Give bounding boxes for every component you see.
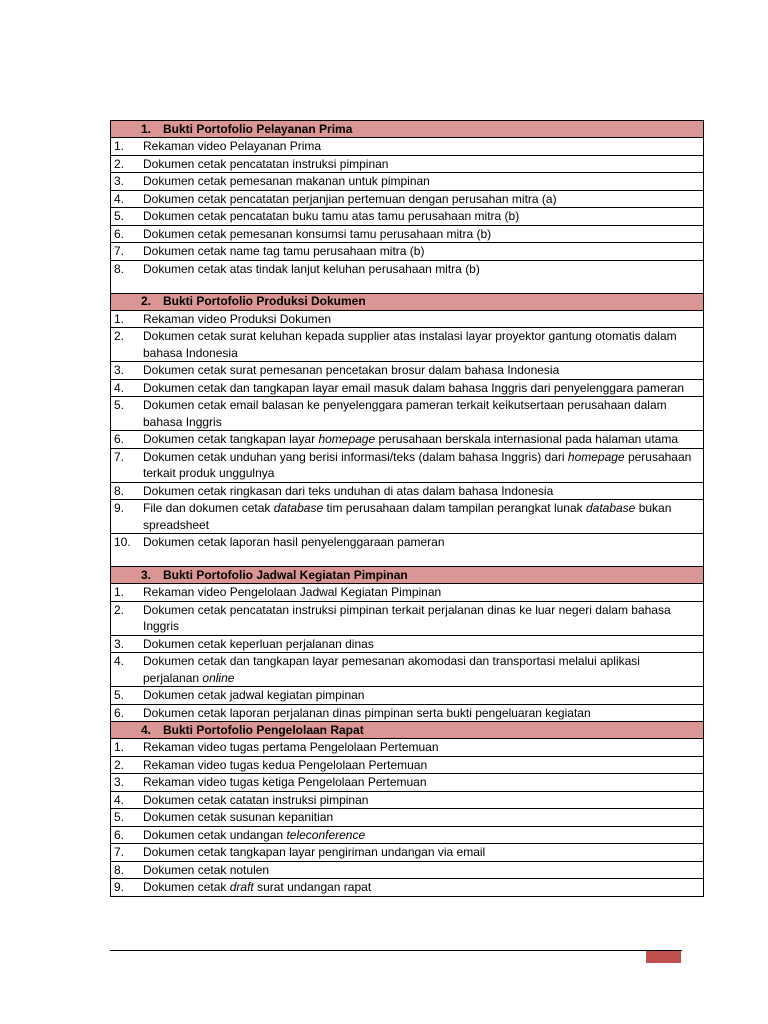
item-number: 8.	[114, 862, 125, 877]
item-number: 7.	[114, 845, 125, 859]
item-text: Rekaman video Produksi Dokumen	[143, 311, 332, 326]
item-text: Dokumen cetak catatan instruksi pimpinan	[143, 792, 369, 807]
item-number: 5.	[114, 209, 125, 223]
table-row	[111, 792, 703, 810]
item-text: Dokumen cetak pemesanan konsumsi tamu perusahaan mitra (b)	[143, 226, 492, 241]
item-number: 10.	[114, 535, 131, 549]
section-header	[111, 567, 703, 584]
table-row	[111, 431, 703, 449]
table-row	[111, 879, 703, 896]
section-header	[111, 294, 703, 311]
item-number: 3.	[114, 636, 125, 651]
item-text: Dokumen cetak surat pemesanan pencetakan brosur dalam bahasa Indonesia	[143, 363, 560, 377]
item-number: 1.	[114, 585, 125, 599]
table-row	[111, 602, 703, 636]
item-number: 9.	[114, 501, 125, 515]
item-number: 6.	[114, 705, 125, 720]
table-row	[111, 173, 703, 191]
item-text: Dokumen cetak tangkapan layar homepage perusahaan berskala internasional pada halaman utama	[143, 432, 679, 446]
item-number: 4.	[114, 380, 125, 395]
table-row	[111, 774, 703, 792]
item-number: 6.	[114, 827, 125, 842]
item-number: 9.	[114, 880, 125, 894]
table-row	[111, 636, 703, 654]
table-row	[111, 687, 703, 705]
item-number: 4.	[114, 654, 125, 668]
item-text: Dokumen cetak pencatatan instruksi pimpinan	[143, 156, 389, 171]
footer-divider	[110, 950, 682, 951]
item-number: 1.	[114, 139, 125, 153]
item-number: 6.	[114, 226, 125, 241]
section-header	[111, 121, 703, 138]
table-row	[111, 226, 703, 244]
item-text: Rekaman video tugas kedua Pengelolaan Pertemuan	[143, 757, 428, 772]
item-text: Dokumen cetak susunan kepanitian	[143, 810, 334, 824]
section-header	[111, 722, 703, 739]
item-text: Rekaman video tugas pertama Pengelolaan Pertemuan	[143, 740, 439, 754]
item-text: Dokumen cetak unduhan yang berisi informasi/teks (dalam bahasa Inggris) dari homepage perusahaan terkait produk unggulnya	[143, 449, 692, 480]
item-text: Dokumen cetak pemesanan makanan untuk pimpinan	[143, 174, 430, 188]
item-text: Dokumen cetak dan tangkapan layar email masuk dalam bahasa Inggris dari penyelenggara pameran	[143, 380, 684, 395]
table-row	[111, 380, 703, 398]
table-row	[111, 827, 703, 845]
section-number: 3.	[141, 567, 152, 582]
section-number: 2.	[141, 294, 152, 309]
item-text: Dokumen cetak ringkasan dari teks unduhan di atas dalam bahasa Indonesia	[143, 483, 554, 498]
item-text: Rekaman video Pelayanan Prima	[143, 139, 322, 153]
item-text: Dokumen cetak name tag tamu perusahaan mitra (b)	[143, 244, 425, 258]
table-row	[111, 584, 703, 602]
item-number: 7.	[114, 244, 125, 258]
section-number: 1.	[141, 121, 152, 136]
item-number: 8.	[114, 483, 125, 498]
table-row	[111, 138, 703, 156]
item-text: Dokumen cetak surat keluhan kepada supplier atas instalasi layar proyektor gantung otomatis dalam bahasa Indonesia	[143, 329, 677, 360]
table-row	[111, 156, 703, 174]
item-number: 3.	[114, 174, 125, 188]
table-row	[111, 534, 703, 567]
table-row	[111, 243, 703, 261]
item-text: Dokumen cetak notulen	[143, 862, 270, 877]
item-number: 2.	[114, 156, 125, 171]
table-row	[111, 500, 703, 534]
item-number: 1.	[114, 740, 125, 754]
item-text: Dokumen cetak undangan teleconference	[143, 827, 366, 842]
table-row	[111, 311, 703, 329]
item-number: 7.	[114, 449, 125, 464]
page-number-tab	[646, 951, 681, 963]
table-row	[111, 328, 703, 362]
section-title: Bukti Portofolio Pengelolaan Rapat	[163, 722, 364, 737]
table-row	[111, 362, 703, 380]
item-text: Dokumen cetak keperluan perjalanan dinas	[143, 636, 374, 651]
item-text: Dokumen cetak jadwal kegiatan pimpinan	[143, 688, 365, 702]
item-number: 6.	[114, 432, 125, 446]
item-number: 8.	[114, 261, 125, 276]
item-number: 5.	[114, 398, 125, 412]
item-text: File dan dokumen cetak database tim perusahaan dalam tampilan perangkat lunak database bukan spreadsheet	[143, 501, 672, 532]
item-text: Dokumen cetak draft surat undangan rapat	[143, 880, 372, 894]
portfolio-table	[110, 120, 704, 897]
item-number: 4.	[114, 792, 125, 807]
table-row	[111, 449, 703, 483]
table-row	[111, 261, 703, 294]
table-row	[111, 844, 703, 862]
item-number: 2.	[114, 329, 125, 343]
table-row	[111, 483, 703, 501]
item-text: Dokumen cetak laporan hasil penyelenggaraan pameran	[143, 535, 445, 549]
table-row	[111, 862, 703, 880]
table-row	[111, 705, 703, 723]
item-number: 5.	[114, 810, 125, 824]
table-row	[111, 809, 703, 827]
item-number: 5.	[114, 688, 125, 702]
section-title: Bukti Portofolio Produksi Dokumen	[163, 294, 366, 309]
item-text: Dokumen cetak laporan perjalanan dinas pimpinan serta bukti pengeluaran kegiatan	[143, 705, 591, 720]
item-text: Rekaman video Pengelolaan Jadwal Kegiatan Pimpinan	[143, 585, 442, 599]
item-text: Dokumen cetak tangkapan layar pengiriman undangan via email	[143, 845, 486, 859]
item-number: 3.	[114, 363, 125, 377]
item-number: 2.	[114, 757, 125, 772]
section-title: Bukti Portofolio Jadwal Kegiatan Pimpinan	[163, 567, 408, 582]
section-title: Bukti Portofolio Pelayanan Prima	[163, 121, 353, 136]
item-text: Dokumen cetak dan tangkapan layar pemesanan akomodasi dan transportasi melalui aplikasi perjalanan online	[143, 654, 640, 685]
table-row	[111, 653, 703, 687]
table-row	[111, 757, 703, 775]
item-text: Rekaman video tugas ketiga Pengelolaan Pertemuan	[143, 775, 427, 789]
item-text: Dokumen cetak atas tindak lanjut keluhan perusahaan mitra (b)	[143, 261, 480, 276]
table-row	[111, 191, 703, 209]
item-text: Dokumen cetak pencatatan buku tamu atas tamu perusahaan mitra (b)	[143, 209, 520, 223]
table-row	[111, 208, 703, 226]
item-number: 3.	[114, 775, 125, 789]
table-row	[111, 739, 703, 757]
table-row	[111, 397, 703, 431]
item-number: 4.	[114, 191, 125, 206]
item-number: 1.	[114, 311, 125, 326]
item-text: Dokumen cetak email balasan ke penyelenggara pameran terkait keikutsertaan perusahaan dalam bahasa Inggris	[143, 398, 667, 429]
item-text: Dokumen cetak pencatatan instruksi pimpinan terkait perjalanan dinas ke luar negeri dalam bahasa Inggris	[143, 602, 671, 633]
item-number: 2.	[114, 602, 125, 617]
section-number: 4.	[141, 722, 152, 737]
item-text: Dokumen cetak pencatatan perjanjian pertemuan dengan perusahan mitra (a)	[143, 191, 557, 206]
